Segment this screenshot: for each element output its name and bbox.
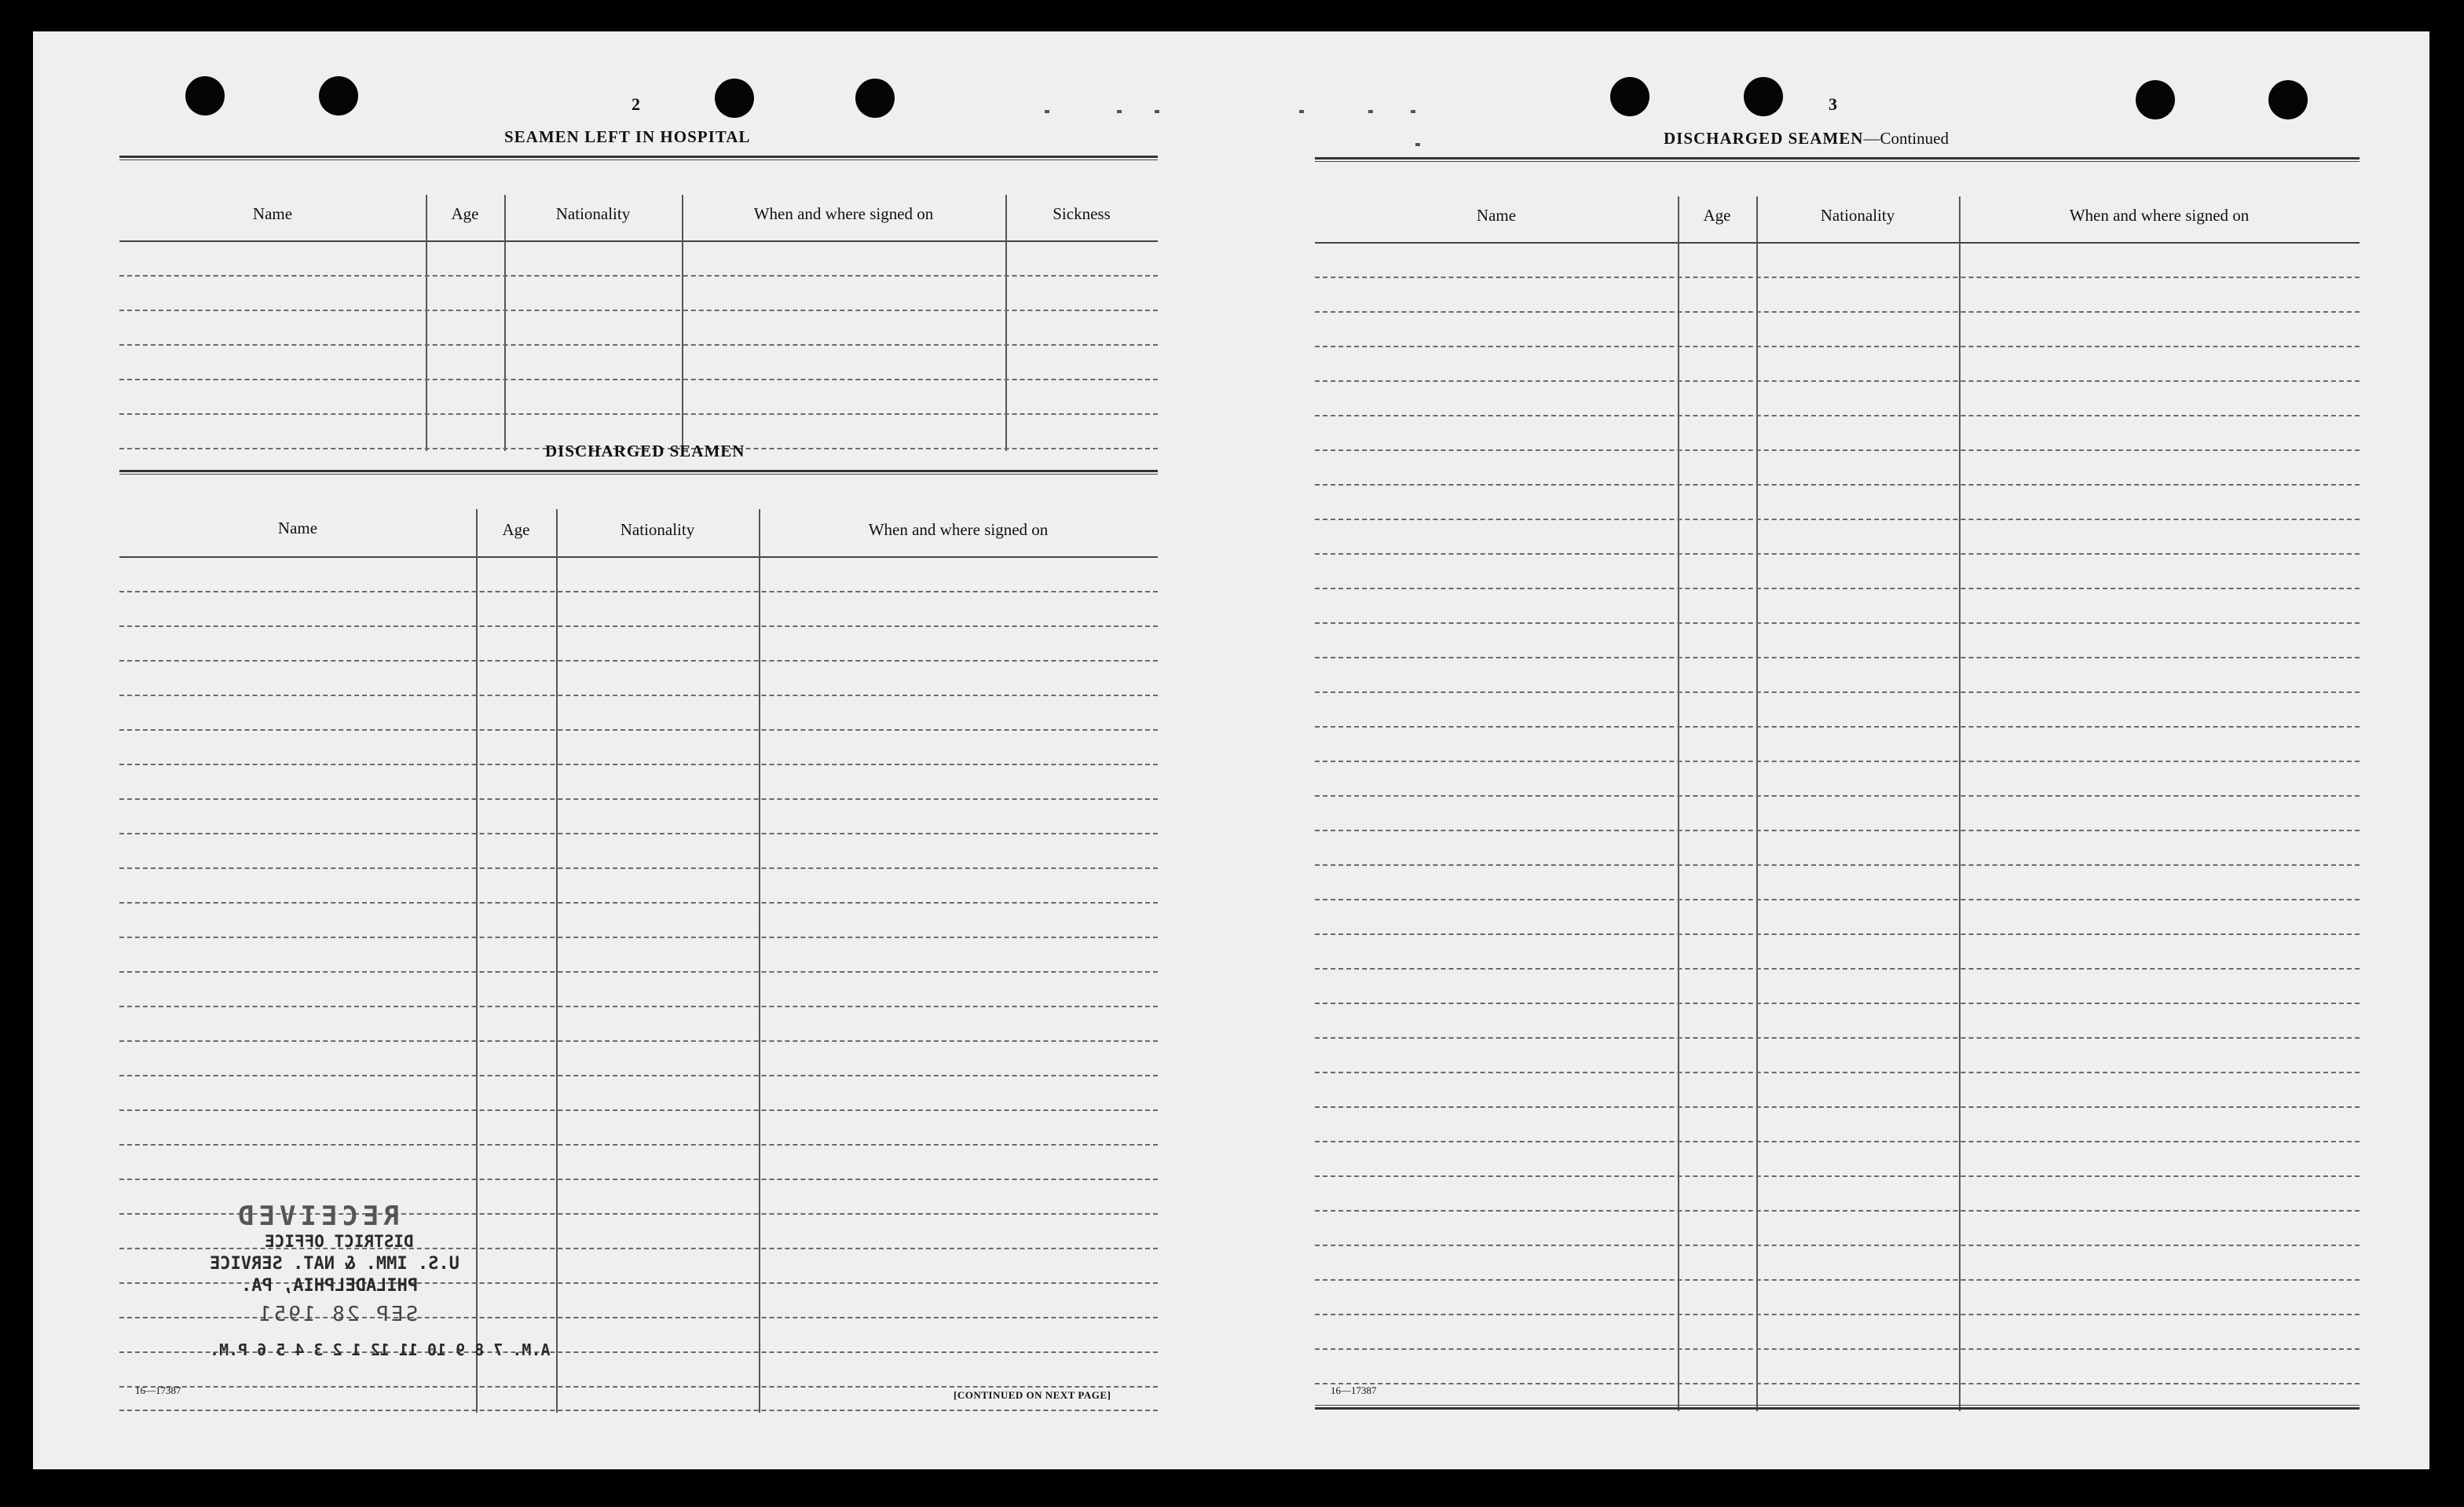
table-row [119, 833, 1158, 834]
table-row [119, 729, 1158, 731]
hospital-table-title: SEAMEN LEFT IN HOSPITAL [504, 127, 751, 146]
col-header-name: Name [277, 519, 318, 537]
table-row [119, 971, 1158, 973]
scan-speck [1045, 110, 1049, 113]
column-divider [1678, 196, 1679, 1411]
page-number-right: 3 [1829, 94, 1837, 114]
table-row [119, 902, 1158, 904]
title-text: DISCHARGED SEAMEN [1664, 129, 1864, 148]
column-divider [556, 509, 558, 1413]
table-row [1315, 795, 2360, 797]
col-header-age: Age [451, 204, 479, 223]
punch-hole [1744, 77, 1783, 116]
punch-hole [2268, 80, 2308, 119]
table-row [1315, 484, 2360, 486]
scan-speck [1415, 143, 1420, 146]
table-row [119, 1386, 1158, 1388]
table-row [1315, 1279, 2360, 1281]
header-divider [1315, 242, 2360, 244]
table-row [1315, 864, 2360, 866]
column-divider [1959, 196, 1961, 1411]
table-top-rule [1315, 157, 2360, 162]
table-row [119, 379, 1158, 380]
table-row [119, 413, 1158, 415]
table-row [1315, 1314, 2360, 1315]
table-row [1315, 761, 2360, 762]
col-header-age: Age [502, 520, 530, 539]
table-row [1315, 380, 2360, 382]
table-row [1315, 588, 2360, 589]
table-row [1315, 1141, 2360, 1142]
table-row [119, 275, 1158, 277]
table-row [119, 1144, 1158, 1146]
table-row [1315, 277, 2360, 278]
stamp-line: SEP 28 1951 [257, 1303, 419, 1326]
stamp-line: A.M. 7 8 9 10 11 12 1 2 3 4 5 6 P.M. [210, 1340, 551, 1359]
table-row [1315, 1003, 2360, 1004]
discharged-table-right [1315, 157, 2360, 1414]
table-row [1315, 1037, 2360, 1039]
column-divider [1756, 196, 1758, 1411]
table-row [1315, 657, 2360, 658]
table-row [1315, 691, 2360, 693]
hospital-table [119, 156, 1158, 454]
col-header-sickness: Sickness [1053, 204, 1111, 223]
scan-speck [1368, 110, 1373, 113]
table-bottom-rule [1315, 1405, 2360, 1410]
table-row [1315, 449, 2360, 451]
discharged-continued-title [1664, 129, 1949, 148]
table-row [1315, 346, 2360, 347]
table-row [1315, 1072, 2360, 1073]
table-row [1315, 1245, 2360, 1246]
table-row [119, 764, 1158, 765]
col-header-nationality: Nationality [1820, 206, 1895, 225]
col-header-age: Age [1703, 206, 1731, 225]
table-row [119, 1410, 1158, 1411]
received-stamp [210, 1201, 551, 1381]
table-top-rule [119, 470, 1158, 475]
table-row [119, 1075, 1158, 1076]
punch-hole [2136, 80, 2175, 119]
col-header-name: Name [252, 204, 293, 223]
col-header-nationality: Nationality [555, 204, 631, 223]
form-number-left: 16—17387 [135, 1384, 181, 1396]
col-header-signed-on: When and where signed on [868, 520, 1049, 539]
table-row [1315, 415, 2360, 416]
table-row [1315, 519, 2360, 520]
table-row [1315, 1210, 2360, 1212]
table-row [119, 867, 1158, 869]
punch-hole [715, 79, 754, 118]
table-row [1315, 1383, 2360, 1384]
punch-hole [185, 76, 225, 116]
scan-speck [1411, 110, 1415, 113]
col-header-name: Name [1476, 206, 1517, 225]
title-suffix: —Continued [1863, 129, 1949, 148]
table-row [119, 1179, 1158, 1180]
scanned-paper [33, 31, 2429, 1469]
table-row [1315, 899, 2360, 900]
table-row [119, 660, 1158, 662]
table-row [119, 625, 1158, 627]
stamp-line: PHILADELPHIA, PA. [241, 1276, 419, 1296]
table-row [119, 310, 1158, 311]
table-row [1315, 311, 2360, 313]
header-divider [119, 556, 1158, 558]
table-row [119, 1006, 1158, 1007]
page-number-left: 2 [632, 94, 640, 114]
table-row [119, 1109, 1158, 1111]
table-row [1315, 933, 2360, 935]
table-row [119, 344, 1158, 346]
table-row [119, 798, 1158, 800]
punch-hole [855, 79, 895, 118]
table-row [1315, 622, 2360, 624]
punch-hole [1610, 77, 1649, 116]
punch-hole [319, 76, 358, 116]
stamp-line: DISTRICT OFFICE [265, 1232, 414, 1251]
scan-speck [1117, 110, 1122, 113]
table-row [1315, 726, 2360, 728]
table-row [1315, 968, 2360, 970]
continued-note: [CONTINUED ON NEXT PAGE] [954, 1389, 1111, 1401]
table-row [119, 695, 1158, 696]
stamp-line: U.S. IMM. & NAT. SERVICE [210, 1254, 459, 1274]
table-row [1315, 1106, 2360, 1108]
table-row [119, 591, 1158, 592]
header-divider [119, 240, 1158, 242]
form-number-right: 16—17387 [1331, 1384, 1377, 1396]
table-row [119, 937, 1158, 938]
table-row [1315, 830, 2360, 831]
col-header-nationality: Nationality [620, 520, 695, 539]
table-top-rule [119, 156, 1158, 160]
col-header-signed-on: When and where signed on [753, 204, 934, 223]
scan-speck [1299, 110, 1304, 113]
column-divider [759, 509, 760, 1413]
table-row [1315, 1175, 2360, 1177]
table-row [1315, 1348, 2360, 1350]
discharged-table-title: DISCHARGED SEAMEN [545, 442, 745, 460]
table-row [1315, 553, 2360, 555]
table-row [119, 1040, 1158, 1042]
scan-speck [1155, 110, 1159, 113]
stamp-line: RECEIVED [233, 1201, 400, 1232]
col-header-signed-on: When and where signed on [2069, 206, 2250, 225]
